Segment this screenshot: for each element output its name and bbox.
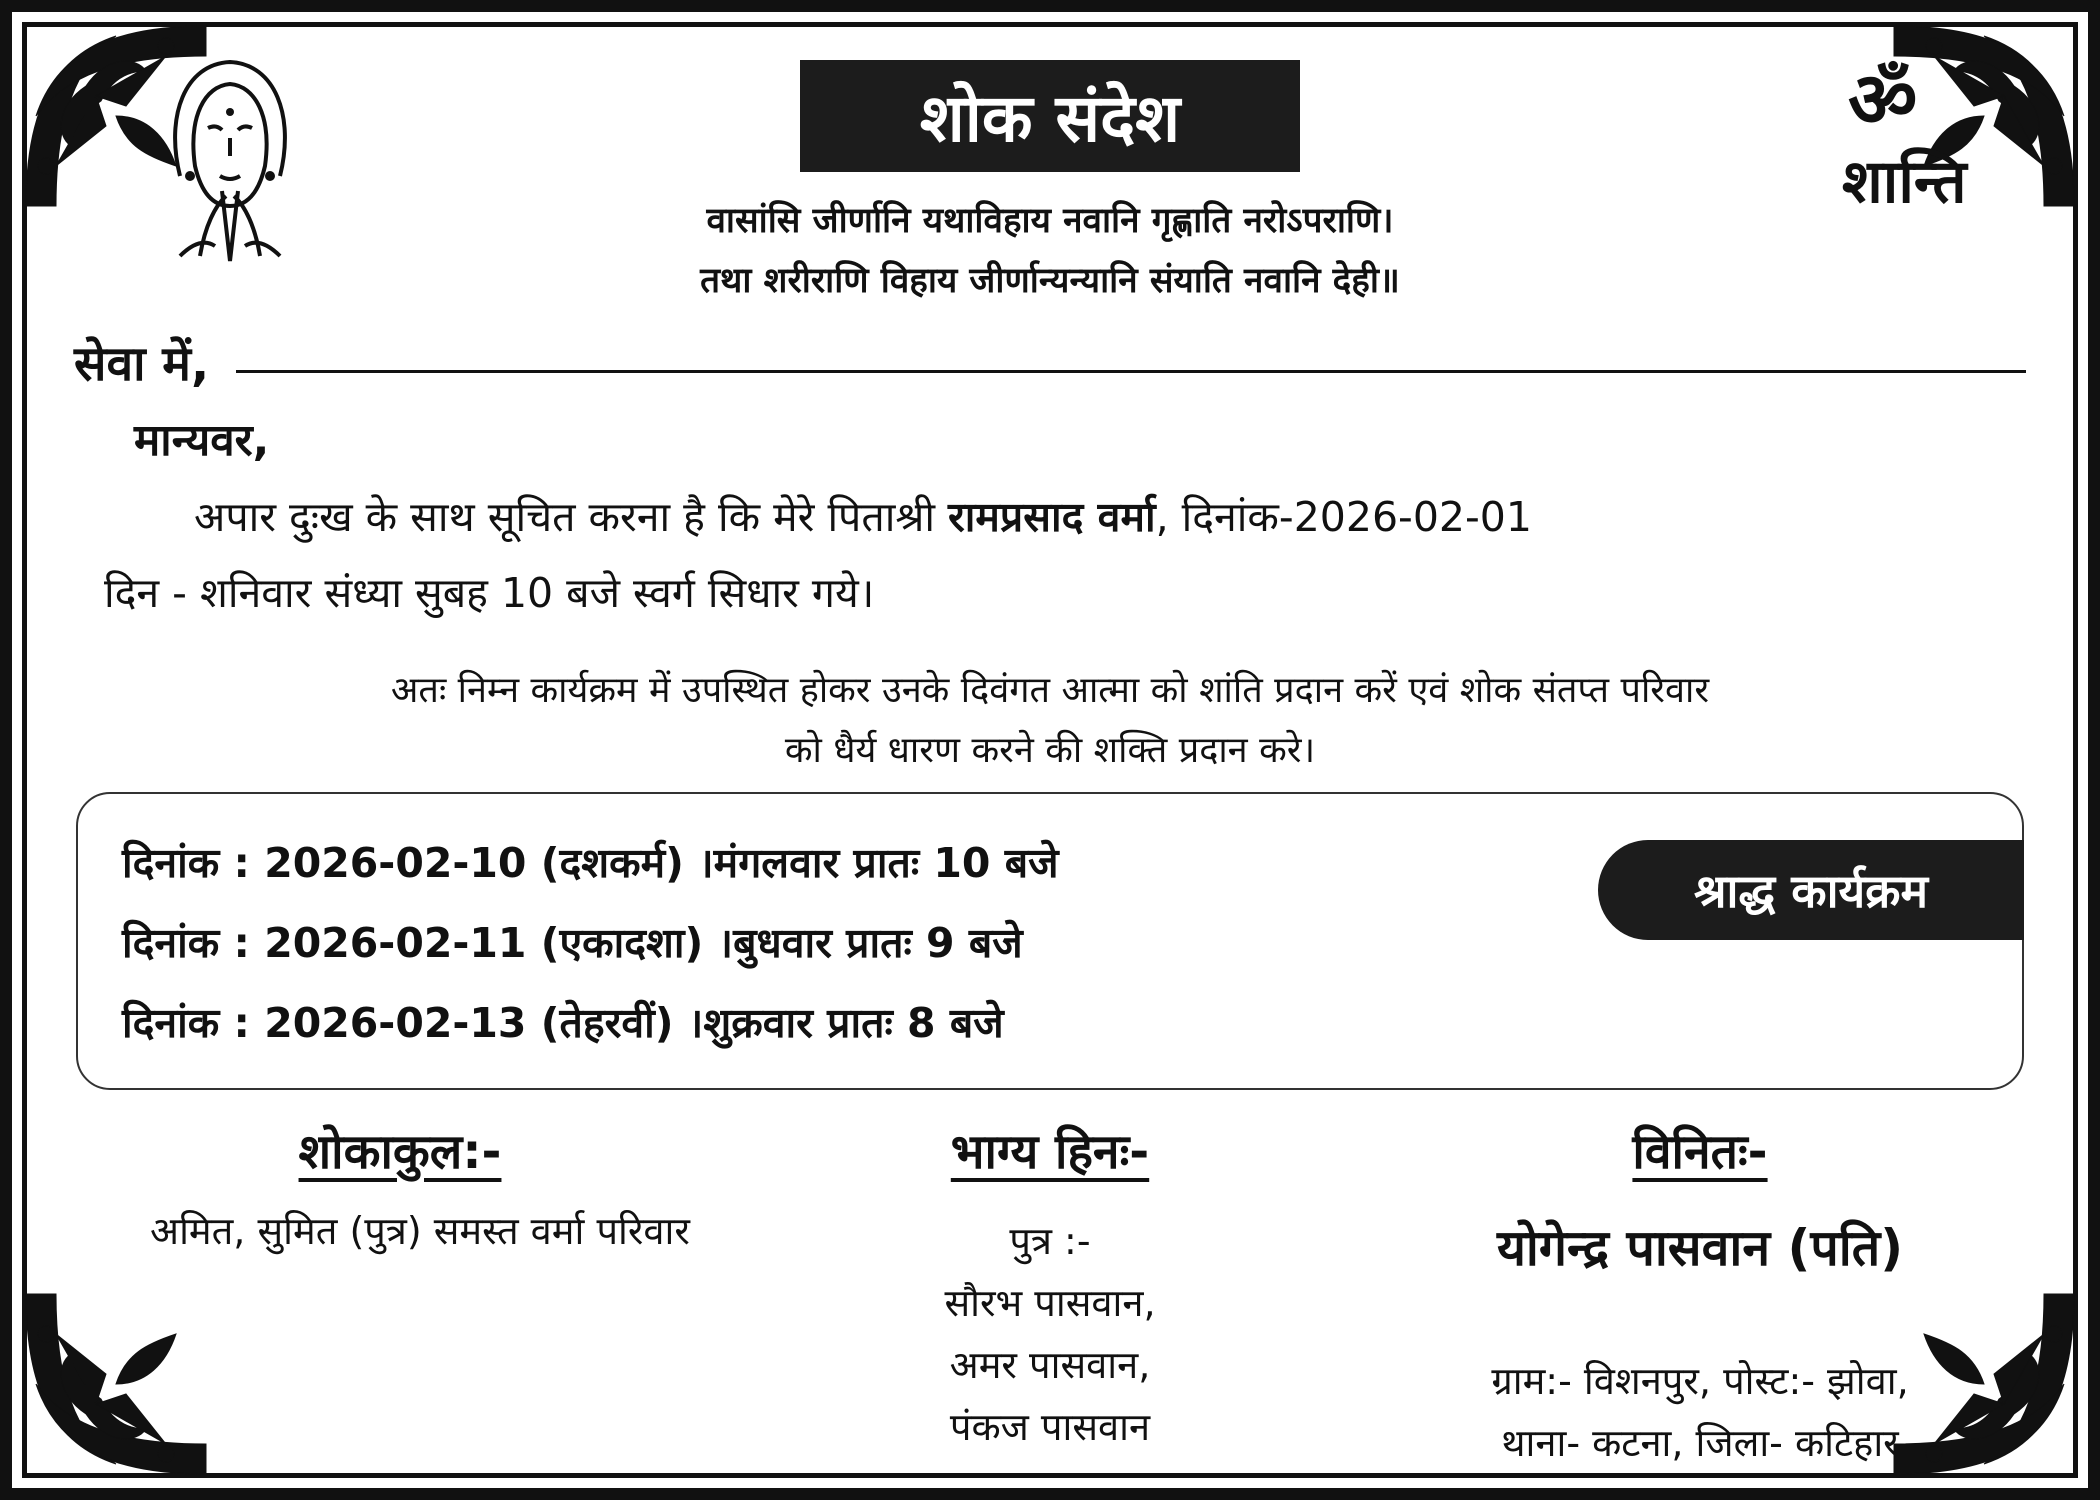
namaste-woman-icon bbox=[160, 56, 300, 274]
announcement-prefix: अपार दुःख के साथ सूचित करना है कि मेरे पिताश्री bbox=[194, 493, 949, 541]
recipient-blank-line bbox=[236, 370, 2026, 373]
appeal-line-2: को धैर्य धारण करने की शक्ति प्रदान करे। bbox=[784, 730, 1316, 771]
shokakul-text: अमित, सुमित (पुत्र) समस्त वर्मा परिवार bbox=[150, 1209, 690, 1253]
address-line-2: थाना- कटना, जिला- कटिहार bbox=[1501, 1421, 1899, 1465]
announcement-date: , दिनांक-2026-02-01 bbox=[1155, 493, 1532, 541]
shloka-line-1: वासांसि जीर्णानि यथाविहाय नवानि गृह्णाति नरोऽपराणि। bbox=[706, 201, 1394, 241]
salutation: मान्यवर, bbox=[134, 415, 270, 466]
shraddh-badge: श्राद्ध कार्यक्रम bbox=[1598, 840, 2024, 940]
schedule-row: दिनांक : 2026-02-13 (तेहरवीं) ।शुक्रवार प्रातः 8 बजे bbox=[122, 999, 1004, 1047]
son-name: सौरभ पासवान, bbox=[944, 1281, 1156, 1325]
page-title: शोक संदेश bbox=[800, 60, 1300, 172]
corner-ornament-icon bbox=[16, 1284, 216, 1484]
announcement-line-2: दिन - शनिवार संध्या सुबह 10 बजे स्वर्ग सिधार गये। bbox=[104, 569, 875, 617]
shloka-line-2: तथा शरीराणि विहाय जीर्णान्यन्यानि संयाति नवानि देही॥ bbox=[700, 261, 1400, 301]
appeal-line-1: अतः निम्न कार्यक्रम में उपस्थित होकर उनके दिवंगत आत्मा को शांति प्रदान करें एवं शोक संतप्त परिवार bbox=[390, 670, 1710, 711]
vinit-name: योगेन्द्र पासवान (पति) bbox=[1496, 1219, 1904, 1277]
bhagyahin-heading: भाग्य हिनः- bbox=[950, 1124, 1150, 1180]
address-block bbox=[1380, 1350, 2020, 1474]
bhagyahin-list bbox=[850, 1210, 1250, 1458]
schedule-box bbox=[76, 792, 2024, 1090]
deceased-name: रामप्रसाद वर्मा bbox=[948, 493, 1156, 541]
son-name: पंकज पासवान bbox=[949, 1405, 1151, 1449]
om-symbol: ॐ bbox=[1848, 55, 1918, 144]
son-name: अमर पासवान, bbox=[949, 1343, 1151, 1387]
vinit-heading: विनितः- bbox=[1632, 1124, 1768, 1180]
schedule-row: दिनांक : 2026-02-11 (एकादशा) ।बुधवार प्रातः 9 बजे bbox=[122, 919, 1023, 967]
schedule-row: दिनांक : 2026-02-10 (दशकर्म) ।मंगलवार प्रातः 10 बजे bbox=[122, 839, 1059, 887]
shokakul-heading: शोकाकुल:- bbox=[298, 1124, 502, 1180]
bhagyahin-label: पुत्र :- bbox=[1009, 1219, 1091, 1263]
shanti-label: शान्ति bbox=[1842, 147, 1967, 217]
announcement-line-1 bbox=[194, 488, 1532, 544]
seva-label: सेवा में, bbox=[74, 336, 210, 392]
address-line-1: ग्राम:- विशनपुर, पोस्ट:- झोवा, bbox=[1491, 1359, 1909, 1403]
